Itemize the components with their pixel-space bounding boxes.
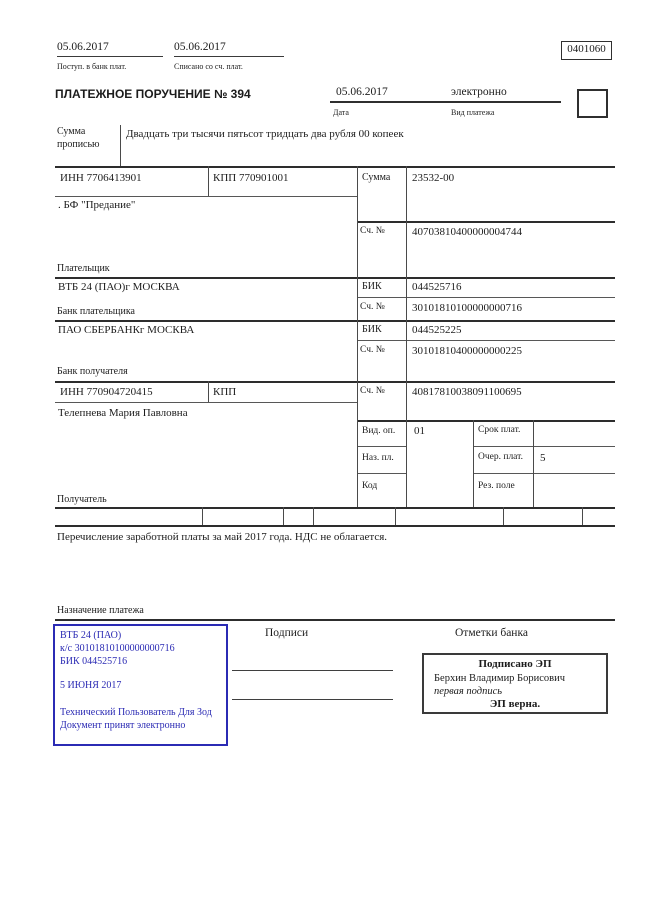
stamp-bank-name: ВТБ 24 (ПАО) [60, 630, 122, 641]
rule [313, 507, 314, 525]
rule [55, 196, 357, 197]
rule [357, 446, 406, 447]
rule [55, 320, 615, 322]
purpose-text: Перечисление заработной платы за май 2017 года. НДС не облагается. [57, 531, 388, 543]
rule [357, 340, 615, 341]
rule [55, 277, 615, 279]
rule [533, 420, 534, 507]
rule [55, 166, 615, 168]
rule [55, 381, 615, 383]
payee-bank-label: Банк получателя [57, 366, 128, 377]
rule [406, 166, 407, 507]
payee-inn: ИНН 770904720415 [60, 386, 153, 398]
payee-name: Телепнева Мария Павловна [58, 407, 188, 419]
received-in-bank-label: Поступ. в банк плат. [57, 62, 127, 71]
rule [55, 619, 615, 621]
rule [120, 125, 121, 167]
op-kind-value: 01 [414, 425, 425, 437]
rule [55, 525, 615, 527]
payer-bank-name: ВТБ 24 (ПАО)г МОСКВА [58, 281, 180, 293]
payer-bank-account-label: Сч. № [360, 302, 385, 312]
stamp-date: 5 ИЮНЯ 2017 [60, 680, 122, 692]
stamp-corr-account: к/с 30101810100000000716 [60, 642, 175, 654]
reserve-field-label: Рез. поле [478, 481, 515, 491]
document-title: ПЛАТЕЖНОЕ ПОРУЧЕНИЕ № 394 [55, 87, 251, 101]
rule [582, 507, 583, 525]
payer-name: . БФ "Предание" [58, 199, 136, 211]
debited-from-account-label: Списано со сч. плат. [174, 62, 243, 71]
rule [503, 507, 504, 525]
rule [357, 221, 615, 223]
order-value: 5 [540, 452, 546, 464]
payer-bank-account: 30101810100000000716 [412, 302, 522, 314]
date-label: Дата [333, 108, 349, 117]
rule [395, 507, 396, 525]
op-kind-label: Вид. оп. [362, 426, 396, 436]
priority-box [577, 89, 608, 118]
payer-account: 40703810400000004744 [412, 226, 522, 238]
amount-words-value: Двадцать три тысячи пятьсот тридцать два рубля 00 копеек [126, 128, 404, 140]
payment-kind-label: Вид платежа [451, 108, 495, 117]
code-label: Код [362, 481, 378, 491]
rule [283, 507, 284, 525]
payer-bank-bik-label: БИК [362, 281, 382, 292]
signature-line [232, 670, 393, 671]
bank-marks-label: Отметки банка [455, 627, 528, 639]
due-date-label: Срок плат. [478, 425, 521, 435]
payee-kpp: КПП [213, 386, 237, 398]
esign-role: первая подпись [434, 685, 503, 697]
esign-title: Подписано ЭП [478, 658, 552, 670]
amount-words-label: Сумма прописью [57, 126, 100, 150]
payer-label: Плательщик [57, 263, 110, 274]
payer-inn: ИНН 7706413901 [60, 172, 142, 184]
date-field: 05.06.2017 [330, 86, 449, 103]
payer-bank-bik: 044525716 [412, 281, 462, 293]
rule [357, 297, 615, 298]
debited-from-account-date: 05.06.2017 [174, 41, 284, 57]
received-in-bank-date: 05.06.2017 [57, 41, 163, 57]
rule [55, 402, 357, 403]
payee-bank-bik-label: БИК [362, 324, 382, 335]
payee-bank-name: ПАО СБЕРБАНКг МОСКВА [58, 324, 195, 336]
payer-bank-label: Банк плательщика [57, 306, 135, 317]
payee-account: 40817810038091100695 [412, 386, 522, 398]
stamp-note: Документ принят электронно [60, 719, 186, 731]
rule [202, 507, 203, 525]
rule [473, 420, 474, 507]
stamp-bik: БИК 044525716 [60, 655, 128, 667]
purpose-code-label: Наз. пл. [362, 453, 394, 463]
rule [208, 381, 209, 402]
bank-stamp [53, 624, 228, 746]
rule [473, 473, 615, 474]
rule [473, 446, 615, 447]
purpose-label: Назначение платежа [57, 605, 144, 616]
esign-name: Берхин Владимир Борисович [434, 672, 565, 684]
amount-value: 23532-00 [412, 172, 455, 184]
rule [208, 166, 209, 196]
payer-kpp: КПП 770901001 [213, 172, 289, 184]
payer-account-label: Сч. № [360, 226, 385, 236]
form-code-box: 0401060 [561, 41, 612, 60]
payee-bank-account: 30101810400000000225 [412, 345, 522, 357]
payee-bank-bik: 044525225 [412, 324, 462, 336]
payee-label: Получатель [57, 494, 107, 505]
rule [357, 473, 406, 474]
signatures-label: Подписи [265, 627, 309, 639]
order-label: Очер. плат. [478, 452, 523, 462]
payment-kind-field: электронно [448, 86, 561, 103]
rule [55, 507, 615, 509]
esign-box [422, 653, 608, 714]
signature-line [232, 699, 393, 700]
rule [357, 420, 615, 422]
rule [357, 166, 358, 507]
payee-bank-account-label: Сч. № [360, 345, 385, 355]
payee-account-label: Сч. № [360, 386, 385, 396]
stamp-user: Технический Пользователь Для Зод [60, 707, 212, 719]
esign-status: ЭП верна. [489, 698, 541, 710]
amount-label: Сумма [362, 172, 391, 183]
